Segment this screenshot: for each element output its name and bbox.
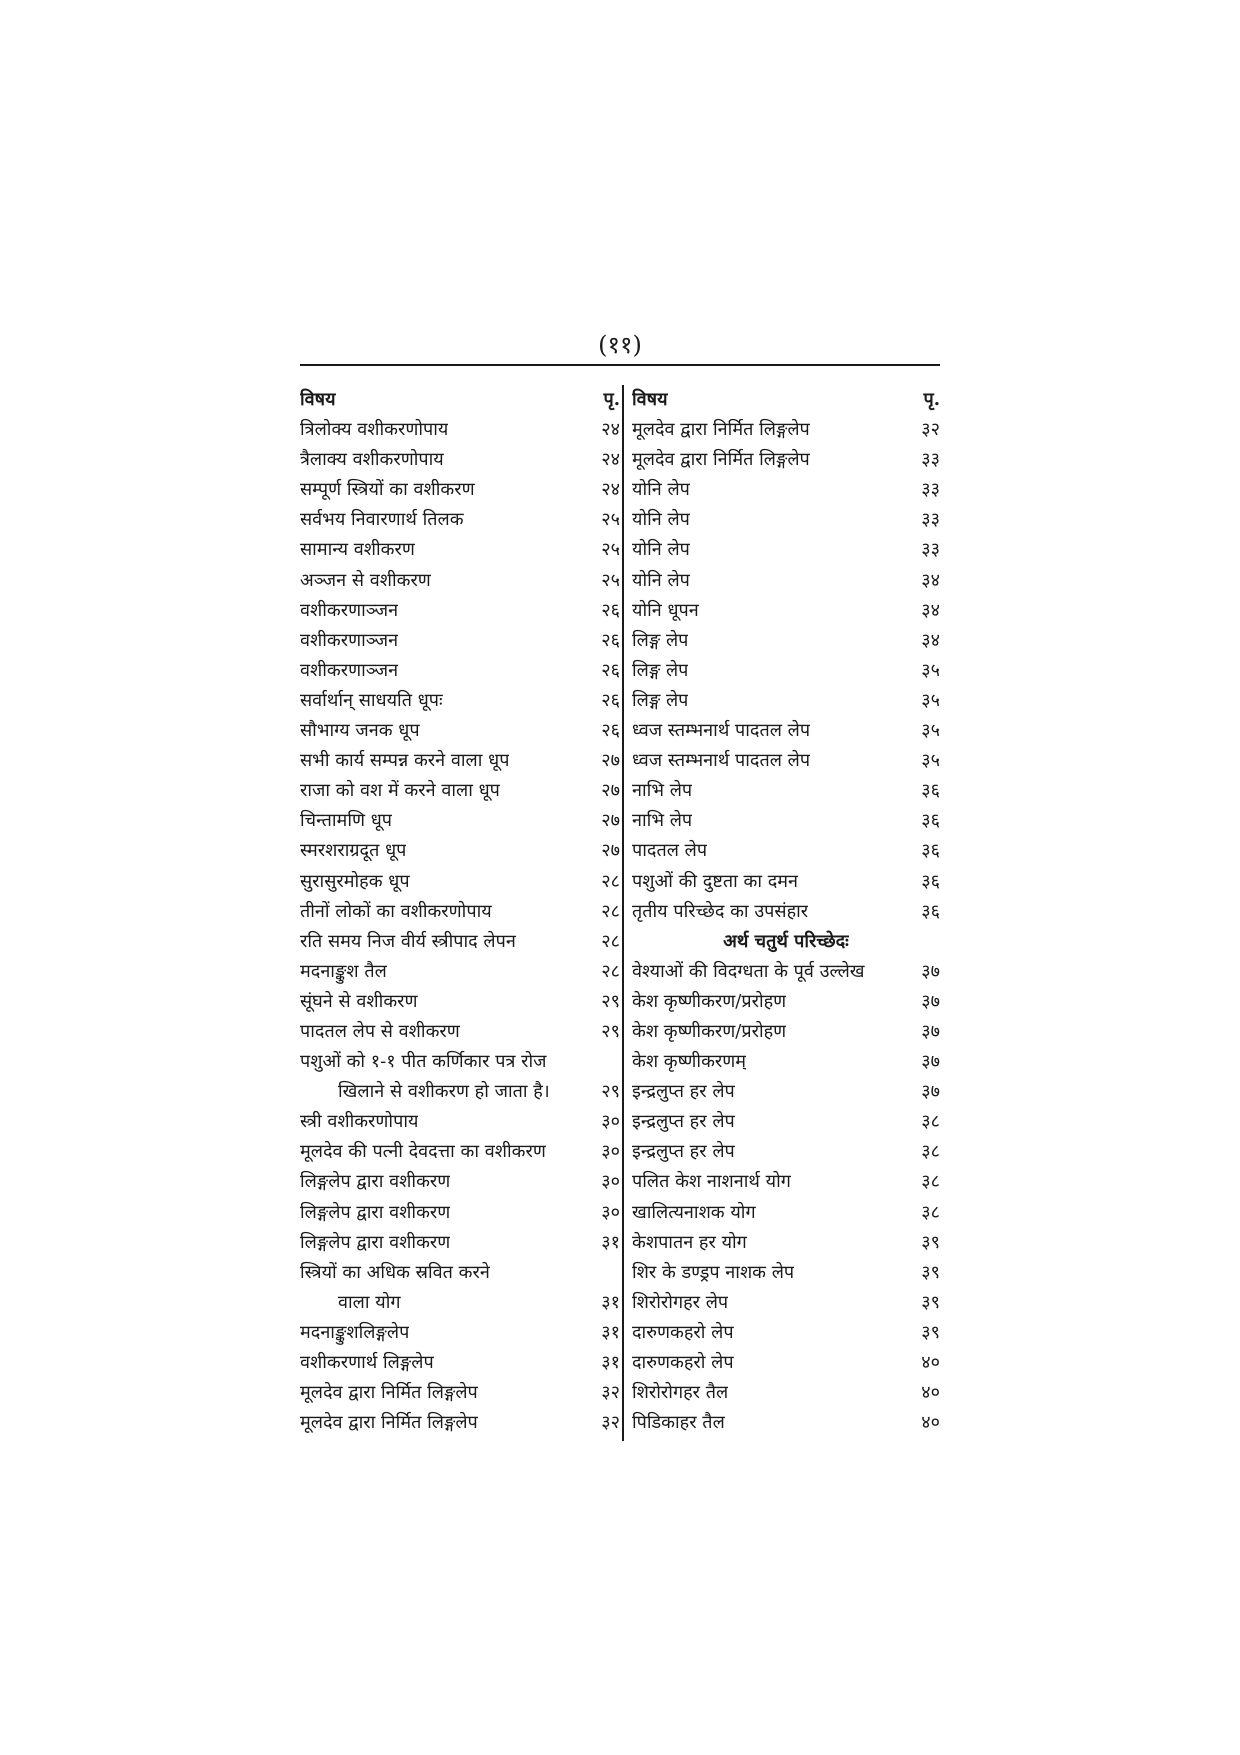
toc-entry: [300, 1077, 620, 1107]
toc-entry: [632, 1318, 940, 1348]
entry-page: ३३: [921, 449, 940, 471]
toc-entry: [300, 505, 620, 535]
entry-page: २७: [601, 750, 620, 772]
entry-page: ३७: [921, 960, 940, 982]
entry-title: वशीकरणाञ्जन: [300, 599, 399, 621]
entry-page: ३९: [921, 1231, 940, 1253]
toc-column-left: [300, 385, 620, 1438]
toc-entry: [300, 656, 620, 686]
entry-page: २९: [601, 1081, 620, 1103]
entry-page: ३३: [921, 509, 940, 531]
entry-title: इन्द्रलुप्त हर लेप: [632, 1111, 735, 1133]
column-header: [300, 385, 620, 415]
entry-title: तीनों लोकों का वशीकरणोपाय: [300, 900, 492, 922]
toc-entry: [632, 1348, 940, 1378]
entry-title: लिङ्ग लेप: [632, 689, 689, 711]
entry-title: इन्द्रलुप्त हर लेप: [632, 1141, 735, 1163]
entry-page: २६: [601, 629, 620, 651]
entry-title: केशपातन हर योग: [632, 1231, 747, 1253]
entry-title: मूलदेव की पत्नी देवदत्ता का वशीकरण: [300, 1141, 546, 1163]
toc-entry: [300, 1047, 620, 1077]
toc-entry: [632, 776, 940, 806]
entry-title: सम्पूर्ण स्त्रियों का वशीकरण: [300, 479, 475, 501]
toc-entry: [632, 1017, 940, 1047]
entry-title: नाभि लेप: [632, 780, 693, 802]
toc-entry: [300, 867, 620, 897]
entry-title: योनि लेप: [632, 539, 690, 561]
entry-title: केश कृष्णीकरण/प्ररोहण: [632, 990, 787, 1012]
entry-page: २४: [601, 479, 620, 501]
toc-entry: [632, 656, 940, 686]
toc-entry: [300, 1408, 620, 1438]
entry-page: ३५: [921, 659, 940, 681]
entry-title: पशुओं को १-१ पीत कर्णिकार पत्र रोज: [300, 1051, 547, 1073]
entry-page: ३५: [921, 720, 940, 742]
entry-page: ३७: [921, 990, 940, 1012]
toc-entry: [300, 1167, 620, 1197]
entry-title: केश कृष्णीकरणम्: [632, 1051, 747, 1073]
entry-page: ३५: [921, 750, 940, 772]
entry-page: २८: [601, 900, 620, 922]
entry-title: लिङ्गलेप द्वारा वशीकरण: [300, 1171, 451, 1193]
entry-page: २६: [601, 659, 620, 681]
toc-entry: [632, 746, 940, 776]
entry-title: लिङ्गलेप द्वारा वशीकरण: [300, 1201, 451, 1223]
entry-title: योनि लेप: [632, 479, 690, 501]
entry-page: २७: [601, 810, 620, 832]
entry-page: ३४: [921, 629, 940, 651]
toc-entry: [632, 1107, 940, 1137]
column-divider: [622, 385, 624, 1441]
entry-title: त्रिलोक्य वशीकरणोपाय: [300, 419, 449, 441]
entry-page: पृ.: [923, 389, 940, 410]
entry-title: योनि लेप: [632, 569, 690, 591]
entry-page: ३५: [921, 689, 940, 711]
toc-entry: [300, 1198, 620, 1228]
toc-entry: [300, 897, 620, 927]
entry-page: ३८: [921, 1141, 940, 1163]
entry-title: पादतल लेप: [632, 840, 708, 862]
entry-title: तृतीय परिच्छेद का उपसंहार: [632, 900, 809, 922]
toc-entry: [632, 686, 940, 716]
entry-page: २४: [601, 449, 620, 471]
entry-title: विषय: [632, 389, 668, 410]
toc-entry: [632, 867, 940, 897]
entry-title: सूंघने से वशीकरण: [300, 990, 418, 1012]
entry-page: ३७: [921, 1020, 940, 1042]
toc-entry: [632, 1378, 940, 1408]
entry-page: २९: [601, 990, 620, 1012]
entry-title: सुरासुरमोहक धूप: [300, 870, 410, 892]
entry-title: मूलदेव द्वारा निर्मित लिङ्गलेप: [632, 449, 810, 471]
entry-title: वाला योग: [338, 1291, 401, 1313]
toc-entry: [300, 445, 620, 475]
entry-page: ४०: [921, 1352, 940, 1373]
entry-page: ३९: [921, 1261, 940, 1283]
toc-entry: [632, 1408, 940, 1438]
table-of-contents: [300, 385, 940, 1445]
toc-entry: [300, 566, 620, 596]
toc-entry: [300, 475, 620, 505]
toc-entry: [632, 1228, 940, 1258]
toc-entry: [300, 746, 620, 776]
toc-entry: [632, 1288, 940, 1318]
toc-entry: [300, 1228, 620, 1258]
toc-entry: [300, 1378, 620, 1408]
entry-title: खालित्यनाशक योग: [632, 1201, 756, 1223]
entry-page: २४: [601, 419, 620, 441]
entry-title: दारुणकहरो लेप: [632, 1352, 734, 1373]
entry-title: इन्द्रलुप्त हर लेप: [632, 1081, 735, 1103]
toc-entry: [632, 475, 940, 505]
entry-page: ३२: [601, 1412, 620, 1434]
entry-title: त्रैलाक्य वशीकरणोपाय: [300, 449, 444, 471]
toc-entry: [632, 566, 940, 596]
toc-entry: [300, 987, 620, 1017]
entry-title: चिन्तामणि धूप: [300, 810, 393, 832]
entry-title: पलित केश नाशनार्थ योग: [632, 1171, 791, 1193]
toc-entry: [300, 836, 620, 866]
entry-page: ४०: [921, 1412, 940, 1434]
toc-entry: [300, 1137, 620, 1167]
entry-page: ३६: [921, 840, 940, 862]
toc-entry: [632, 535, 940, 565]
entry-page: २७: [601, 780, 620, 802]
toc-entry: [632, 505, 940, 535]
entry-page: २६: [601, 599, 620, 621]
entry-page: ३०: [601, 1111, 620, 1133]
entry-title: दारुणकहरो लेप: [632, 1321, 734, 1343]
entry-title: खिलाने से वशीकरण हो जाता है।: [338, 1081, 550, 1103]
toc-entry: [300, 776, 620, 806]
entry-page: ३४: [921, 569, 940, 591]
entry-page: ३२: [601, 1382, 620, 1404]
entry-title: मूलदेव द्वारा निर्मित लिङ्गलेप: [300, 1382, 478, 1404]
entry-page: ३०: [601, 1171, 620, 1193]
entry-page: ३६: [921, 780, 940, 802]
entry-title: वशीकरणाञ्जन: [300, 629, 399, 651]
toc-entry: [632, 836, 940, 866]
toc-entry: [632, 1137, 940, 1167]
toc-entry: [300, 686, 620, 716]
entry-title: सभी कार्य सम्पन्न करने वाला धूप: [300, 750, 510, 772]
header-rule: [300, 364, 940, 366]
entry-title: लिङ्गलेप द्वारा वशीकरण: [300, 1231, 451, 1253]
toc-column-right: [632, 385, 940, 1438]
entry-page: ३६: [921, 870, 940, 892]
entry-title: वशीकरणार्थ लिङ्गलेप: [300, 1352, 434, 1373]
section-heading: [632, 927, 940, 957]
entry-page: ३४: [921, 599, 940, 621]
toc-entry: [632, 1167, 940, 1197]
entry-page: २९: [601, 1020, 620, 1042]
entry-title: स्त्री वशीकरणोपाय: [300, 1111, 419, 1133]
toc-entry: [632, 897, 940, 927]
toc-entry: [632, 987, 940, 1017]
entry-title: मदनाङ्कुशलिङ्गलेप: [300, 1321, 410, 1343]
toc-entry: [632, 1077, 940, 1107]
entry-page: २८: [601, 930, 620, 952]
toc-entry: [300, 415, 620, 445]
entry-title: स्मरशराग्रदूत धूप: [300, 840, 407, 862]
entry-title: पशुओं की दुष्टता का दमन: [632, 870, 799, 892]
entry-title: मूलदेव द्वारा निर्मित लिङ्गलेप: [300, 1412, 478, 1434]
entry-page: ३१: [601, 1231, 620, 1253]
toc-entry: [632, 596, 940, 626]
entry-title: सौभाग्य जनक धूप: [300, 720, 420, 742]
entry-title: योनि धूपन: [632, 599, 699, 621]
toc-entry: [300, 927, 620, 957]
entry-title: सर्वभय निवारणार्थ तिलक: [300, 509, 464, 531]
entry-page: ३८: [921, 1201, 940, 1223]
entry-title: सामान्य वशीकरण: [300, 539, 415, 561]
entry-page: २८: [601, 960, 620, 982]
entry-title: नाभि लेप: [632, 810, 693, 832]
toc-entry: [632, 716, 940, 746]
entry-title: पादतल लेप से वशीकरण: [300, 1020, 460, 1042]
entry-title: सर्वार्थान् साधयति धूपः: [300, 689, 443, 711]
entry-title: शिरोरोगहर लेप: [632, 1291, 729, 1313]
entry-page: ४०: [921, 1382, 940, 1404]
entry-page: २७: [601, 840, 620, 862]
entry-page: २५: [601, 509, 620, 531]
entry-title: स्त्रियों का अधिक स्रवित करने: [300, 1261, 490, 1283]
entry-title: अर्थ चतुर्थ परिच्छेदः: [723, 930, 849, 952]
toc-entry: [300, 806, 620, 836]
entry-page: ३१: [601, 1321, 620, 1343]
toc-entry: [632, 806, 940, 836]
entry-title: विषय: [300, 389, 336, 410]
entry-page: ३६: [921, 810, 940, 832]
entry-title: केश कृष्णीकरण/प्ररोहण: [632, 1020, 787, 1042]
toc-entry: [632, 957, 940, 987]
entry-page: ३३: [921, 479, 940, 501]
entry-page: २५: [601, 539, 620, 561]
toc-entry: [632, 415, 940, 445]
toc-entry: [632, 1258, 940, 1288]
entry-title: वशीकरणाञ्जन: [300, 659, 399, 681]
toc-entry: [632, 445, 940, 475]
toc-entry: [632, 626, 940, 656]
entry-title: ध्वज स्तम्भनार्थ पादतल लेप: [632, 720, 811, 742]
entry-title: मूलदेव द्वारा निर्मित लिङ्गलेप: [632, 419, 810, 441]
entry-page: पृ.: [603, 389, 620, 410]
toc-entry: [300, 1258, 620, 1288]
toc-entry: [300, 716, 620, 746]
entry-page: ३३: [921, 539, 940, 561]
toc-entry: [300, 1288, 620, 1318]
entry-page: ३६: [921, 900, 940, 922]
toc-entry: [632, 1198, 940, 1228]
toc-entry: [300, 535, 620, 565]
entry-page: २५: [601, 569, 620, 591]
entry-page: ३९: [921, 1291, 940, 1313]
entry-title: ध्वज स्तम्भनार्थ पादतल लेप: [632, 750, 811, 772]
entry-title: मदनाङ्कुश तैल: [300, 960, 387, 982]
entry-title: शिर के डण्ड्रप नाशक लेप: [632, 1261, 795, 1283]
toc-entry: [300, 957, 620, 987]
entry-title: शिरोरोगहर तैल: [632, 1382, 729, 1404]
toc-entry: [300, 1318, 620, 1348]
page-number: (११): [598, 331, 642, 359]
entry-title: रति समय निज वीर्य स्त्रीपाद लेपन: [300, 930, 516, 952]
entry-page: ३२: [921, 419, 940, 441]
entry-page: ३८: [921, 1171, 940, 1193]
entry-page: २६: [601, 720, 620, 742]
toc-entry: [300, 1017, 620, 1047]
toc-entry: [300, 626, 620, 656]
entry-title: पिडिकाहर तैल: [632, 1412, 725, 1434]
entry-page: ३९: [921, 1321, 940, 1343]
entry-page: ३१: [601, 1291, 620, 1313]
entry-page: ३७: [921, 1081, 940, 1103]
entry-title: योनि लेप: [632, 509, 690, 531]
entry-page: ३१: [601, 1352, 620, 1373]
toc-entry: [300, 596, 620, 626]
entry-page: ३०: [601, 1201, 620, 1223]
toc-entry: [632, 1047, 940, 1077]
entry-page: ३७: [921, 1051, 940, 1073]
entry-page: ३८: [921, 1111, 940, 1133]
entry-title: वेश्याओं की विदग्धता के पूर्व उल्लेख: [632, 960, 865, 982]
entry-page: २८: [601, 870, 620, 892]
column-header: [632, 385, 940, 415]
entry-title: लिङ्ग लेप: [632, 629, 689, 651]
entry-page: २६: [601, 689, 620, 711]
entry-page: ३०: [601, 1141, 620, 1163]
entry-title: राजा को वश में करने वाला धूप: [300, 780, 500, 802]
entry-title: अञ्जन से वशीकरण: [300, 569, 431, 591]
toc-entry: [300, 1107, 620, 1137]
toc-entry: [300, 1348, 620, 1378]
entry-title: लिङ्ग लेप: [632, 659, 689, 681]
